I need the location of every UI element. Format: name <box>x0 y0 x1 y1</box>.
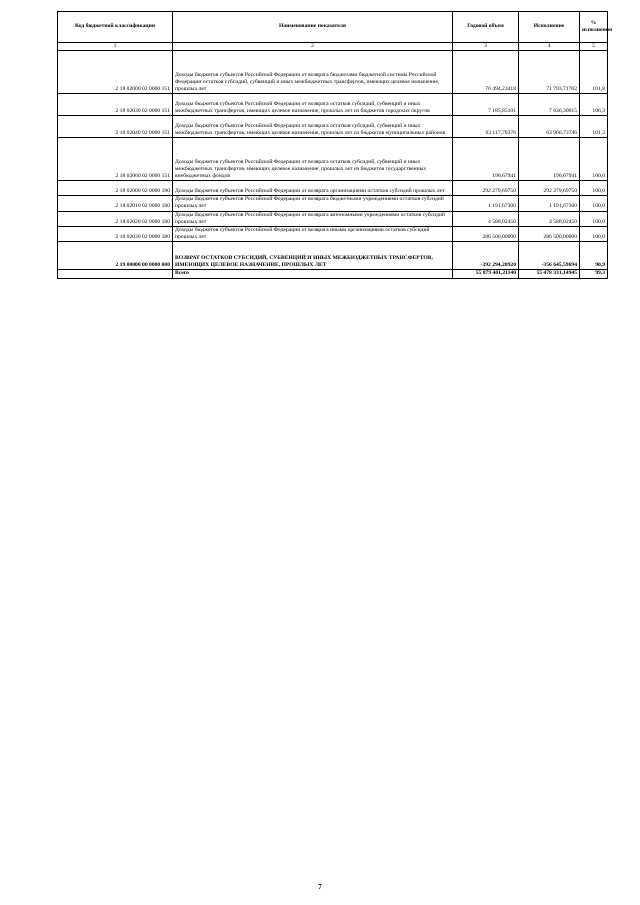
row-plan-value: 63 117,70376 <box>453 116 519 138</box>
table-row <box>58 196 608 211</box>
table-row <box>58 242 608 270</box>
row-name: ВОЗВРАТ ОСТАТКОВ СУБСИДИЙ, СУБВЕНЦИЙ И ИНЫХ МЕЖБЮДЖЕТНЫХ ТРАНСФЕРТОВ, ИМЕЮЩИХ ЦЕЛЕВОЕ НАЗНАЧЕНИЕ, ПРОШЛЫХ ЛЕТ <box>173 242 453 270</box>
row-percent: 100,0 <box>580 211 608 226</box>
row-fact-value: 71 793,71702 <box>519 51 580 94</box>
row-fact-value: 55 478 331,14945 <box>519 270 580 278</box>
table-row <box>58 181 608 196</box>
row-plan-value: 190,67941 <box>453 138 519 181</box>
row-code: 2 18 02030 02 0000 180 <box>58 227 173 242</box>
row-fact-value: 63 966,73746 <box>519 116 580 138</box>
row-name: Доходы бюджетов субъектов Российской Федерации от возврата бюджетами бюджетной системы Российской Федерации остатков субсидий, субвенций и иных межбюджетных трансфертов, имеющих целевое назначение, прошлых лет <box>173 51 453 94</box>
budget-report-table <box>57 11 612 279</box>
page-number: 7 <box>318 883 322 891</box>
table-row <box>58 227 608 242</box>
row-percent: 100,0 <box>580 227 608 242</box>
row-fact-value: -356 645,59694 <box>519 242 580 270</box>
row-fact-value: 4 588,02450 <box>519 211 580 226</box>
row-name: Доходы бюджетов субъектов Российской Федерации от возврата бюджетными учреждениями остатков субсидий прошлых лет <box>173 196 453 211</box>
row-name: Доходы бюджетов субъектов Российской Федерации от возврата остатков субсидий, субвенций и иных межбюджетных трансфертов, имеющих целевое назначение, прошлых лет из бюджетов муниципальных районов <box>173 116 453 138</box>
header-row <box>58 12 608 43</box>
header-percent: % исполнения <box>580 12 608 43</box>
row-plan-value: 1 191,67300 <box>453 196 519 211</box>
row-name: Доходы бюджетов субъектов Российской Федерации от возврата остатков субсидий, субвенций и иных межбюджетных трансфертов, имеющих целевое назначение, прошлых лет из бюджетов государственных внебюджетных фондов <box>173 138 453 181</box>
row-name: Доходы бюджетов субъектов Российской Федерации от возврата автономными учреждениями остатков субсидий прошлых лет <box>173 211 453 226</box>
row-code: 2 18 02020 02 0000 180 <box>58 211 173 226</box>
table-row <box>58 51 608 94</box>
table-row <box>58 94 608 116</box>
row-fact-value: 7 636,30015 <box>519 94 580 116</box>
row-code <box>58 270 173 278</box>
table-row <box>58 116 608 138</box>
header-plan: Годовой объем <box>453 12 519 43</box>
row-plan-value: 286 500,00000 <box>453 227 519 242</box>
row-plan-value: 292 279,69750 <box>453 181 519 196</box>
row-percent: 100,0 <box>580 196 608 211</box>
row-plan-value: 70 494,23418 <box>453 51 519 94</box>
row-fact-value: 292 279,69750 <box>519 181 580 196</box>
row-name: Доходы бюджетов субъектов Российской Федерации от возврата иными организациями остатков субсидий прошлых лет <box>173 227 453 242</box>
row-fact-value: 286 500,00000 <box>519 227 580 242</box>
row-percent: 101,3 <box>580 116 608 138</box>
row-percent: 90,9 <box>580 242 608 270</box>
table-row <box>58 138 608 181</box>
row-plan-value: 55 879 401,21140 <box>453 270 519 278</box>
row-percent: 100,0 <box>580 138 608 181</box>
row-plan-value: -392 294,20920 <box>453 242 519 270</box>
row-name: Доходы бюджетов субъектов Российской Федерации от возврата остатков субсидий, субвенций и иных межбюджетных трансфертов, имеющих целевое назначение, прошлых лет из бюджетов городских округов <box>173 94 453 116</box>
header-name: Наименование показателя <box>173 12 453 43</box>
row-plan-value: 7 185,85101 <box>453 94 519 116</box>
row-fact-value: 190,67941 <box>519 138 580 181</box>
column-number: 4 <box>519 43 580 51</box>
column-number: 3 <box>453 43 519 51</box>
report-body <box>58 51 608 278</box>
row-code: 2 18 02010 02 0000 180 <box>58 196 173 211</box>
table-row <box>58 270 608 278</box>
row-percent: 101,8 <box>580 51 608 94</box>
row-percent: 106,3 <box>580 94 608 116</box>
row-name: Всего <box>173 270 453 278</box>
column-number-row <box>58 43 608 51</box>
table-row <box>58 211 608 226</box>
column-number: 1 <box>58 43 173 51</box>
header-code: Код бюджетной классификации <box>58 12 173 43</box>
row-percent: 99,3 <box>580 270 608 278</box>
row-code: 2 18 02040 02 0000 151 <box>58 116 173 138</box>
row-code: 2 18 02060 02 0000 151 <box>58 138 173 181</box>
row-code: 2 18 02000 02 0000 180 <box>58 181 173 196</box>
row-percent: 100,0 <box>580 181 608 196</box>
row-name: Доходы бюджетов субъектов Российской Федерации от возврата организациями остатков субсидий прошлых лет <box>173 181 453 196</box>
row-plan-value: 4 588,02450 <box>453 211 519 226</box>
header-fact: Исполнение <box>519 12 580 43</box>
row-code: 2 19 00000 00 0000 000 <box>58 242 173 270</box>
row-fact-value: 1 191,67300 <box>519 196 580 211</box>
column-number: 5 <box>580 43 608 51</box>
column-number: 2 <box>173 43 453 51</box>
row-code: 2 18 02000 02 0000 151 <box>58 51 173 94</box>
row-code: 2 18 02030 02 0000 151 <box>58 94 173 116</box>
